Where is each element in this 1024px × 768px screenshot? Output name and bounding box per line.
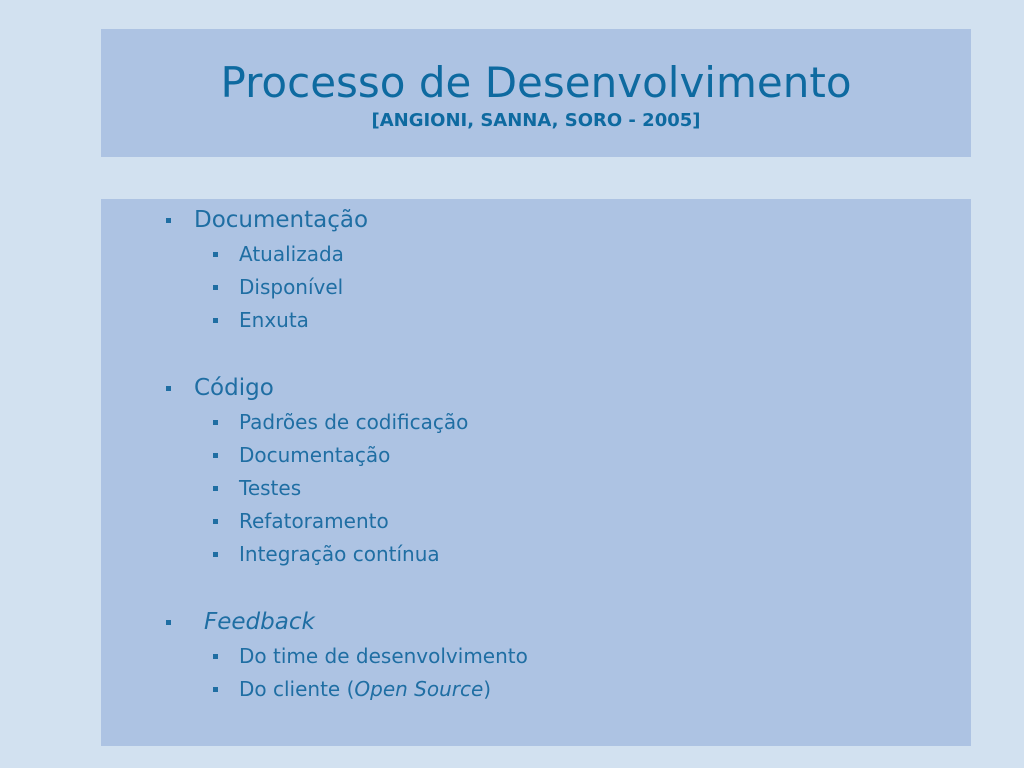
square-bullet-icon [213, 420, 218, 425]
section-heading: Feedback [204, 609, 315, 635]
square-bullet-icon [166, 620, 171, 625]
section-heading: Documentação [194, 207, 369, 233]
list-item [211, 274, 343, 300]
list-item [211, 508, 389, 534]
sub-item-label: Testes [239, 476, 302, 500]
list-item [211, 643, 528, 669]
open-source-term: Open Source [354, 677, 484, 701]
square-bullet-icon [213, 654, 218, 659]
sub-item-label: Disponível [239, 275, 344, 299]
square-bullet-icon [213, 285, 218, 290]
list-item [211, 307, 309, 333]
slide-title: Processo de Desenvolvimento [220, 58, 852, 107]
list-item-documentacao [163, 206, 368, 234]
square-bullet-icon [213, 687, 218, 692]
square-bullet-icon [213, 519, 218, 524]
list-item-codigo [163, 374, 274, 402]
sub-item-label: Enxuta [239, 308, 309, 332]
list-item [211, 409, 468, 435]
sub-item-prefix: Do cliente ( [239, 677, 355, 701]
square-bullet-icon [166, 218, 171, 223]
square-bullet-icon [166, 386, 171, 391]
list-item [211, 241, 344, 267]
sub-item-suffix: ) [483, 677, 492, 701]
square-bullet-icon [213, 453, 218, 458]
list-item [211, 475, 301, 501]
sub-item-label: Atualizada [239, 242, 344, 266]
square-bullet-icon [213, 486, 218, 491]
section-heading: Código [194, 375, 274, 401]
sub-item-label: Padrões de codificação [239, 410, 469, 434]
content-panel [101, 199, 971, 746]
list-item [211, 442, 390, 468]
list-item [211, 541, 440, 567]
list-item-feedback [163, 608, 315, 636]
square-bullet-icon [213, 318, 218, 323]
square-bullet-icon [213, 252, 218, 257]
sub-item-label: Documentação [239, 443, 391, 467]
square-bullet-icon [213, 552, 218, 557]
slide-subtitle: [ANGIONI, SANNA, SORO - 2005] [371, 110, 701, 131]
list-item [211, 676, 491, 702]
title-panel [101, 29, 971, 157]
sub-item-label: Integração contínua [239, 542, 440, 566]
sub-item-label: Refatoramento [239, 509, 389, 533]
sub-item-label: Do time de desenvolvimento [239, 644, 528, 668]
sub-item-label [239, 677, 491, 701]
